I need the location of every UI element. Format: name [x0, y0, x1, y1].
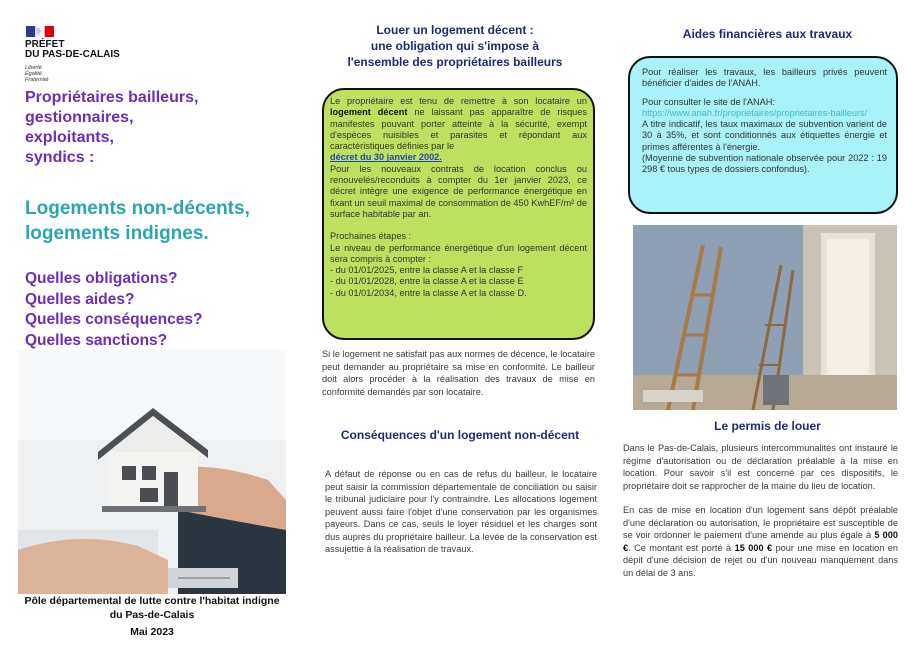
cover-headline [25, 196, 250, 246]
headline-line: logements indignes. [25, 223, 209, 244]
anah-url-link[interactable]: https://www.anah.fr/proprietaires/proprietaires-bailleurs/ [642, 107, 868, 118]
obligation-title-line: l'ensemble des propriétaires bailleurs [347, 55, 563, 69]
steps-title: Prochaines étapes : [330, 231, 412, 242]
audience-line: Propriétaires bailleurs, [25, 89, 199, 106]
permis-paragraph-1: Dans le Pas-de-Calais, plusieurs intercommunalités ont instauré le régime d'autorisation ou de déclaration préalable à la mise en location. Pour savoir s'il est concerné par ces dispositifs, le propriétaire doit se rapprocher de la mairie du lieu de location. [623, 443, 898, 491]
aides-info-box [628, 56, 898, 214]
obligation-title-line: une obligation qui s'impose à [370, 39, 540, 53]
aides-paragraph-1: Pour réaliser les travaux, les bailleurs privés peuvent bénéficier d'aides de l'ANAH. [642, 67, 887, 89]
motto-egalite: Égalité [25, 71, 42, 77]
obligation-paragraph-2: Pour les nouveaux contrats de location conclus ou renouvelés/reconduits à compter du 1er janvier 2023, ce décret intègre une exigence de performance énergétique en fixant un seuil maximal de consommation de 450 KwhEF/m² de surface habitable par an. [330, 163, 587, 219]
house-model-in-hands-photo [18, 350, 286, 594]
motto-fraternite: Fraternité [25, 77, 49, 83]
footer-org-line-1: Pôle départemental de lutte contre l'habitat indigne [24, 595, 280, 607]
compliance-paragraph: Si le logement ne satisfait pas aux normes de décence, le locataire peut demander au propriétaire sa mise en conformité. Le bailleur doit alors procéder à la réalisation des travaux de mise en conformité demandés par son locataire. [322, 349, 595, 397]
decree-link[interactable]: décret du 30 janvier 2002. [330, 152, 442, 163]
marianne-logo-icon [26, 26, 54, 37]
permis-text-c: pour une mise en location en dépit d'une décision de rejet ou d'un nouveau manquement dans un délai de 3 ans. [623, 542, 898, 578]
obligation-title-line: Louer un logement décent : [376, 23, 534, 37]
step-item: - du 01/01/2025, entre la classe A et la classe F [330, 265, 524, 276]
motto-liberte: Liberté [25, 65, 42, 71]
permis-text-a: En cas de mise en location d'un logement sans dépôt préalable d'une déclaration ou autorisation, le propriétaire est susceptible de se voir ordonner le paiement d'une amende au plus égale à [623, 505, 898, 540]
fine-amount-2: 15 000 € [734, 542, 773, 553]
questions-list [25, 269, 202, 351]
question-line: Quelles conséquences? [25, 311, 203, 328]
obligation-info-box [322, 88, 595, 340]
step-item: - du 01/01/2034, entre la classe A et la classe D. [330, 287, 527, 298]
question-line: Quelles sanctions? [25, 331, 168, 349]
audience-list [25, 88, 198, 168]
step-item: - du 01/01/2028, entre la classe A et la classe E [330, 276, 524, 287]
obligation-paragraph-1 [330, 96, 587, 164]
permis-paragraph-2 [623, 504, 898, 579]
obligation-title [320, 22, 590, 70]
aides-paragraph-2: Pour consulter le site de l'ANAH: [642, 96, 775, 107]
logo-line-1: PRÉFET [25, 39, 65, 50]
aides-paragraph-4: (Moyenne de subvention nationale observée pour 2022 : 19 298 € tous types de dossiers confondus). [642, 153, 887, 175]
aides-paragraph-3: A titre indicatif, les taux maximaux de subvention varient de 30 à 35%, et sont conditionnés aux étiquettes énergie et primes afférentes à l'énergie. [642, 119, 887, 152]
decent-housing-bold: logement décent [330, 107, 408, 118]
audience-line: syndics : [25, 149, 95, 166]
consequences-title: Conséquences d'un logement non-décent [340, 428, 580, 442]
headline-line: Logements non-décents, [25, 198, 250, 219]
question-line: Quelles obligations? [25, 270, 178, 287]
prefecture-logo-text [25, 40, 120, 60]
permis-text-b: . Ce montant est porté à [628, 542, 735, 553]
permis-body [623, 442, 898, 579]
renovation-room-photo [633, 225, 897, 410]
audience-line: exploitants, [25, 129, 114, 146]
box-intro-text: Le propriétaire est tenu de remettre à son locataire un [330, 96, 587, 106]
consequences-body: A défaut de réponse ou en cas de refus du bailleur, le locataire peut saisir la commission départementale de conciliation ou saisir le tribunal judiciaire pour l'y contraindre. Les allocations logement peuvent aussi faire l'objet d'une conservation par les organismes payeurs. Dans ce cas, seuls le loyer résiduel et les charges sont dus auprès du propriétaire bailleur. La levée de la conservation est assujettie à la réalisation de travaux. [325, 469, 597, 554]
box-mid-text: ne laissant pas apparaître de risques manifestes pouvant porter atteinte à la sécurité, exempt d'espèces nuisibles et parasites et répondant aux caractéristiques définies par le [330, 107, 587, 152]
steps-intro: Le niveau de performance énergétique d'un logement décent sera compris à compter : [330, 242, 587, 264]
logo-line-2: DU PAS-DE-CALAIS [25, 49, 120, 60]
question-line: Quelles aides? [25, 290, 135, 308]
footer-date: Mai 2023 [130, 626, 174, 638]
republic-motto [25, 65, 49, 83]
footer-organization [22, 594, 282, 622]
audience-line: gestionnaires, [25, 109, 134, 126]
footer-org-line-2: du Pas-de-Calais [109, 609, 195, 621]
aides-title: Aides financières aux travaux [682, 27, 853, 41]
fine-amount-1: 5 000 € [623, 530, 898, 553]
permis-title: Le permis de louer [714, 419, 821, 433]
